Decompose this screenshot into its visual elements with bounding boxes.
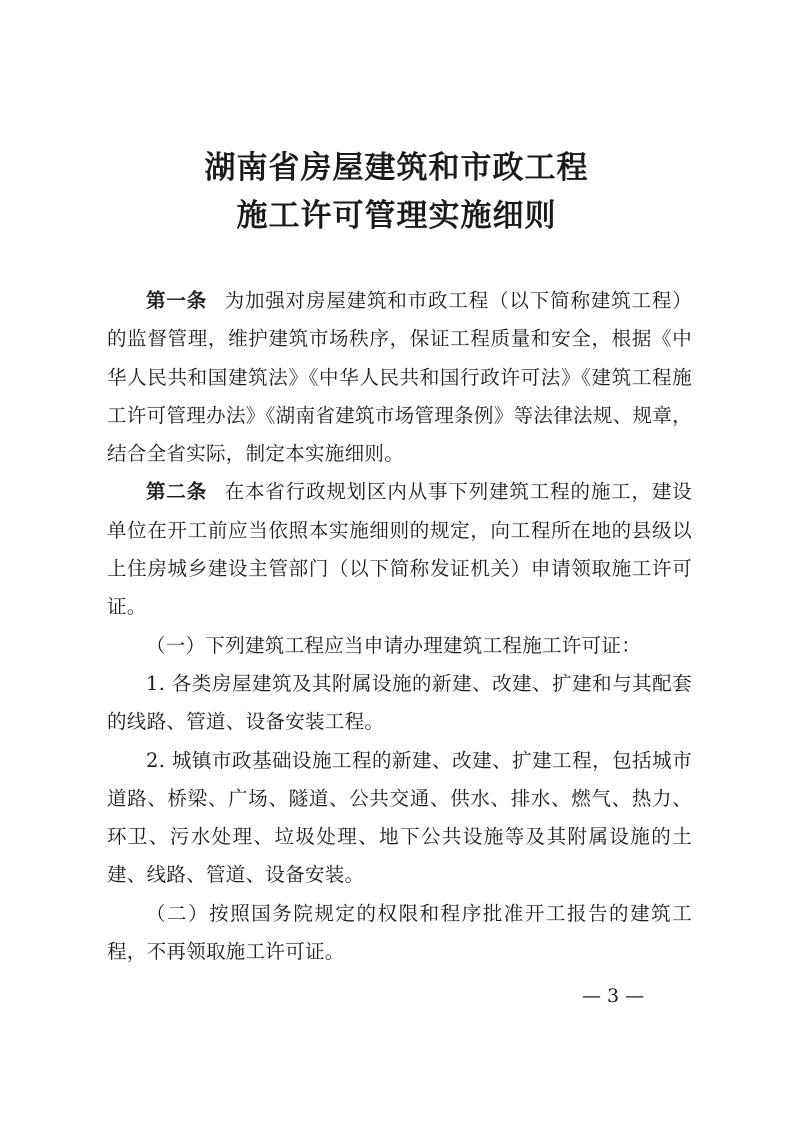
- paragraph-clause-1: [107, 627, 692, 665]
- paragraph-text: 为加强对房屋建筑和市政工程（以下简称建筑工程）的监督管理，维护建筑市场秩序，保证工程质量和安全，根据《中华人民共和国建筑法》《中华人民共和国行政许可法》《建筑工程施工许可管理办法》《湖南省建筑市场管理条例》等法律法规、规章，结合全省实际，制定本实施细则。: [107, 289, 692, 466]
- document-title-line-2: 施工许可管理实施细则: [236, 198, 557, 234]
- paragraph-text: （一）下列建筑工程应当申请办理建筑工程施工许可证：: [146, 633, 642, 657]
- paragraph-text: 在本省行政规划区内从事下列建筑工程的施工，建设单位在开工前应当依照本实施细则的规定，向工程所在地的县级以上住房城乡建设主管部门（以下简称发证机关）申请领取施工许可证。: [107, 480, 692, 619]
- page-number: — 3 —: [582, 985, 645, 1007]
- paragraph-article-1: [107, 282, 692, 473]
- paragraph-article-2: [107, 473, 692, 626]
- paragraph-text: （二）按照国务院规定的权限和程序批准开工报告的建筑工程，不再领取施工许可证。: [107, 901, 692, 964]
- paragraph-item-1: [107, 665, 692, 742]
- document-title-line-1: 湖南省房屋建筑和市政工程: [204, 150, 589, 186]
- paragraph-clause-2: [107, 895, 692, 972]
- paragraph-item-2: [107, 742, 692, 895]
- paragraph-text: 1. 各类房屋建筑及其附属设施的新建、改建、扩建和与其配套的线路、管道、设备安装工程。: [107, 671, 692, 734]
- article-label: 第一条: [146, 289, 208, 312]
- article-label: 第二条: [146, 480, 208, 504]
- paragraph-text: 2. 城镇市政基础设施工程的新建、改建、扩建工程，包括城市道路、桥梁、广场、隧道、公共交通、供水、排水、燃气、热力、环卫、污水处理、垃圾处理、地下公共设施等及其附属设施的土建、线路、管道、设备安装。: [107, 748, 692, 887]
- document-body: [107, 282, 692, 971]
